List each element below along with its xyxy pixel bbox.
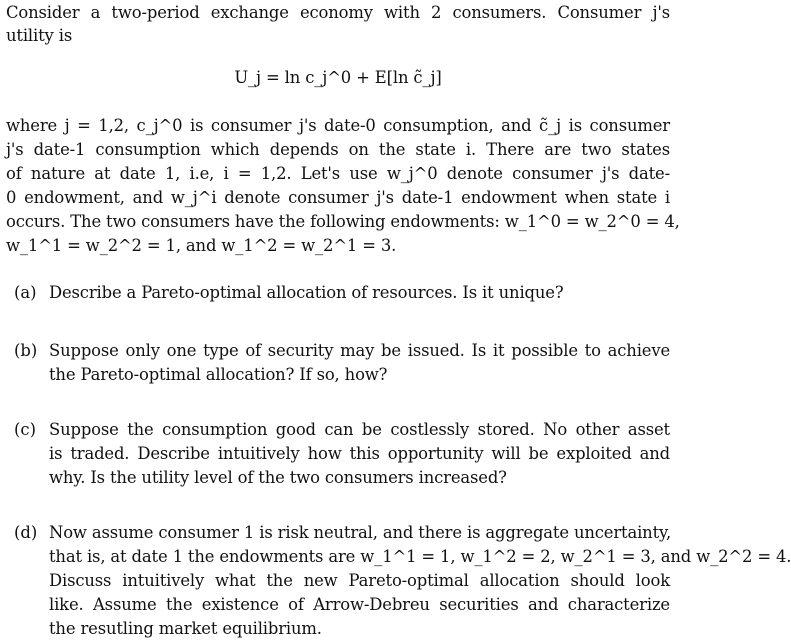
para-line-3: of nature at date 1, i.e, i = 1,2. Let's use w_j^0 denote consumer j's date- [6, 164, 670, 183]
para-line-6: w_1^1 = w_2^2 = 1, and w_1^2 = w_2^1 = 3. [6, 236, 397, 255]
para-line-4: 0 endowment, and w_j^i denote consumer j's date-1 endowment when state i [6, 188, 670, 207]
question-d-line-4: like. Assume the existence of Arrow-Debreu securities and characterize [49, 595, 670, 614]
question-c-line-3: why. Is the utility level of the two consumers increased? [49, 468, 507, 487]
question-b-line-1: Suppose only one type of security may be issued. Is it possible to achieve [49, 341, 670, 360]
question-c-line-2: is traded. Describe intuitively how this opportunity will be exploited and [49, 444, 670, 463]
para-line-1: where j = 1,2, c_j^0 is consumer j's date-0 consumption, and c̃_j is consumer [6, 116, 670, 135]
utility-equation: U_j = ln c_j^0 + E[ln c̃_j] [234, 68, 442, 87]
question-d-line-1: Now assume consumer 1 is risk neutral, and there is aggregate uncertainty, [49, 523, 672, 542]
intro-line-2: utility is [6, 26, 73, 45]
question-b-line-2: the Pareto-optimal allocation? If so, how? [49, 365, 388, 384]
question-d-line-2: that is, at date 1 the endowments are w_1^1 = 1, w_1^2 = 2, w_2^1 = 3, and w_2^2 = 4. [49, 547, 791, 566]
question-d-line-3: Discuss intuitively what the new Pareto-optimal allocation should look [49, 571, 670, 590]
question-b-label: (b) [14, 341, 38, 360]
intro-line-1: Consider a two-period exchange economy with 2 consumers. Consumer j's [6, 3, 670, 22]
para-line-2: j's date-1 consumption which depends on the state i. There are two states [6, 140, 670, 159]
question-c-label: (c) [14, 420, 36, 439]
question-a-line-1: Describe a Pareto-optimal allocation of resources. Is it unique? [49, 283, 564, 302]
question-a-label: (a) [14, 283, 37, 302]
question-d-label: (d) [14, 523, 38, 542]
question-c-line-1: Suppose the consumption good can be costlessly stored. No other asset [49, 420, 670, 439]
question-d-line-5: the resutling market equilibrium. [49, 619, 322, 638]
para-line-5: occurs. The two consumers have the following endowments: w_1^0 = w_2^0 = 4, [6, 212, 680, 231]
